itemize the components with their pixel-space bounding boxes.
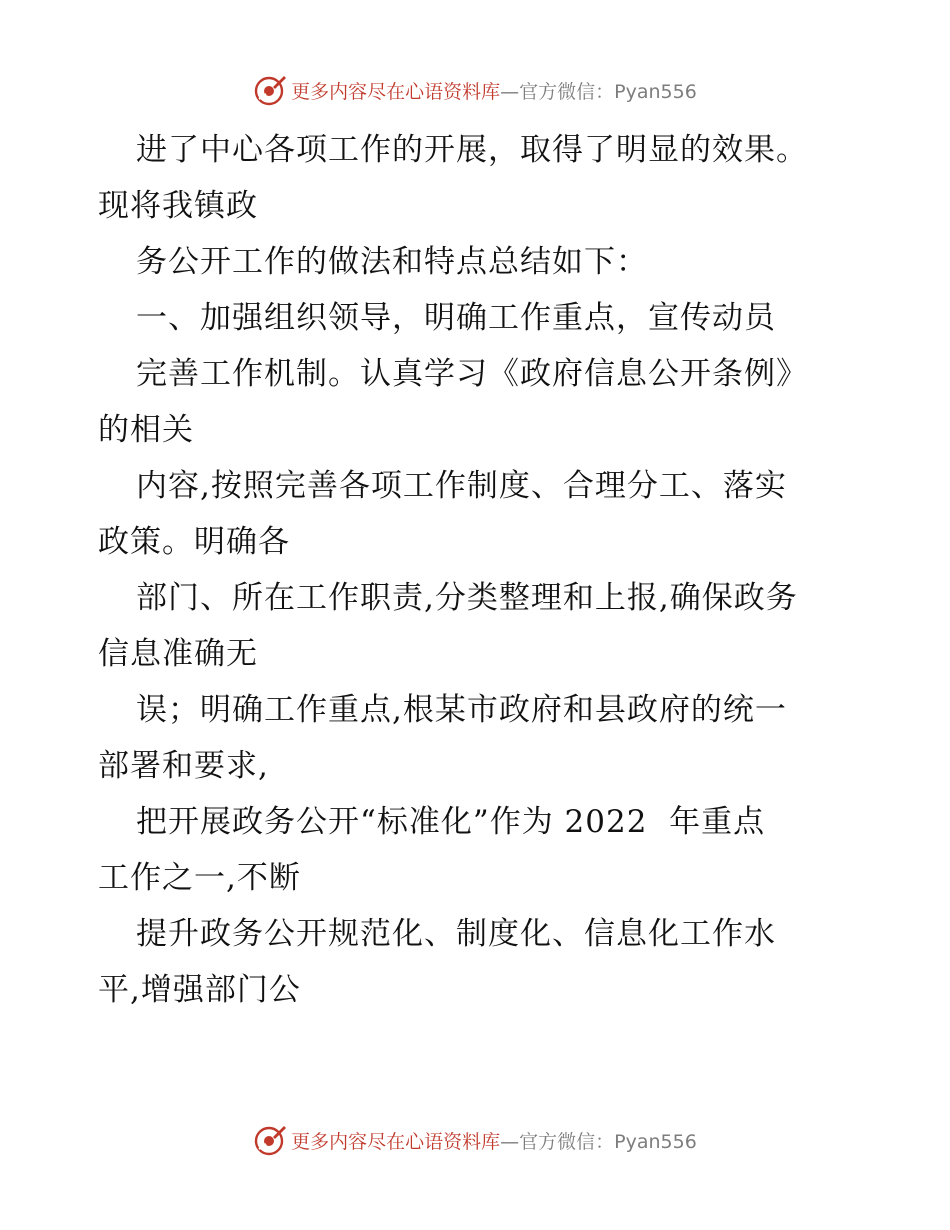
paragraph-line: 把开展政务公开“标准化”作为 2022 年重点 (136, 804, 766, 840)
paragraph (98, 570, 858, 682)
paragraph (98, 290, 858, 346)
paragraph-continuation: 平,增强部门公 (98, 972, 301, 1008)
header-banner-title: 更多内容尽在心语资料库 (291, 80, 501, 103)
paragraph-line: 误；明确工作重点,根某市政府和县政府的统一 (136, 692, 787, 728)
paragraph-line: 部门、所在工作职责,分类整理和上报,确保政务 (136, 580, 798, 616)
paragraph-line: 一、加强组织领导，明确工作重点，宣传动员 (136, 300, 776, 336)
paragraph-line: 内容,按照完善各项工作制度、合理分工、落实 (136, 468, 787, 504)
paragraph-continuation: 政策。明确各 (98, 524, 290, 560)
paragraph-line: 务公开工作的做法和特点总结如下： (136, 244, 648, 280)
paragraph (98, 906, 858, 1018)
footer-banner (0, 1122, 950, 1158)
paragraph-continuation: 现将我镇政 (98, 188, 258, 224)
paragraph-line: 提升政务公开规范化、制度化、信息化工作水 (136, 916, 776, 952)
paragraph (98, 234, 858, 290)
pen-circle-logo-icon (253, 1123, 287, 1157)
paragraph-continuation: 部署和要求, (98, 748, 269, 784)
paragraph (98, 122, 858, 234)
paragraph-line: 进了中心各项工作的开展，取得了明显的效果。 (136, 132, 808, 168)
paragraph (98, 794, 858, 906)
paragraph (98, 458, 858, 570)
paragraph-continuation: 信息准确无 (98, 636, 258, 672)
paragraph (98, 682, 858, 794)
paragraph-line: 完善工作机制。认真学习《政府信息公开条例》 (136, 356, 808, 392)
pen-circle-logo-icon (253, 73, 287, 107)
header-banner (0, 72, 950, 108)
footer-banner-title: 更多内容尽在心语资料库 (291, 1130, 501, 1153)
paragraph (98, 346, 858, 458)
document-body (98, 122, 858, 1018)
paragraph-continuation: 的相关 (98, 412, 194, 448)
paragraph-continuation: 工作之一,不断 (98, 860, 301, 896)
footer-banner-contact: —官方微信：Pyan556 (500, 1130, 697, 1153)
header-banner-contact: —官方微信：Pyan556 (500, 80, 697, 103)
